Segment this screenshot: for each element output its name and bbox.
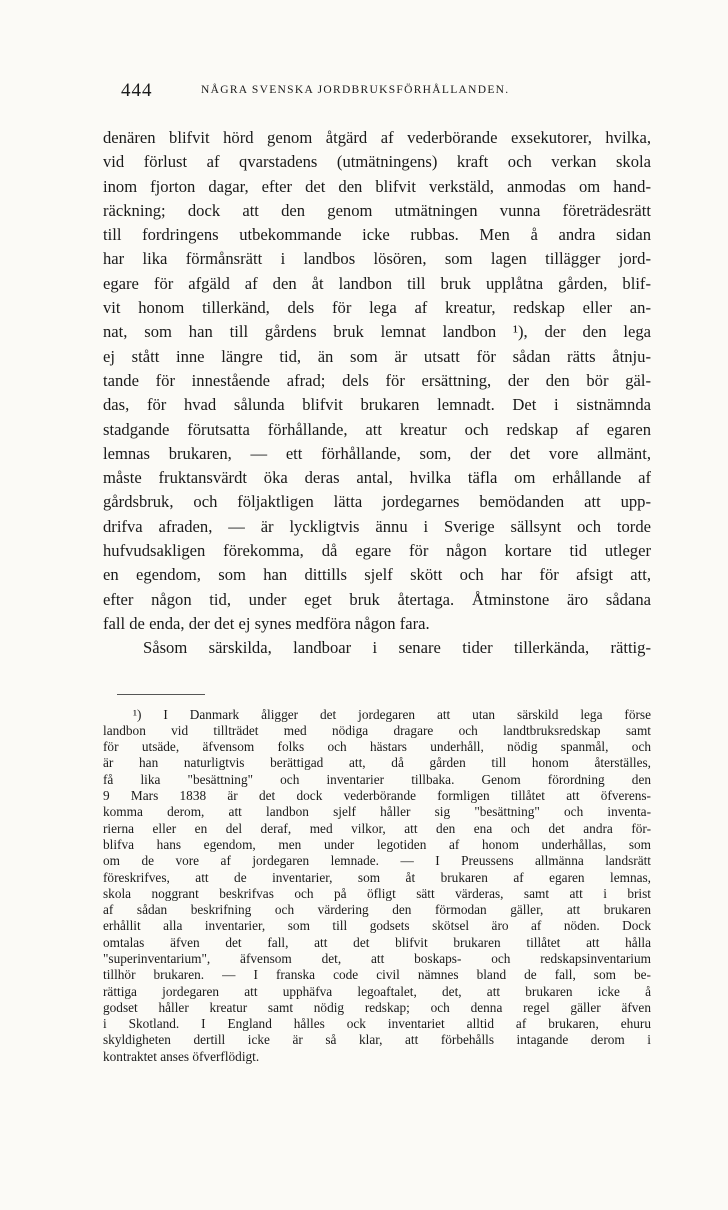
footnote-line: tillhör brukaren. — I franska code civil nämnes bland de fall, som be- (103, 967, 651, 983)
body-line: räckning; dock att den genom utmätningen vunna företrädesrätt (103, 200, 651, 220)
footnote-line: af sådan beskrifning och värdering den förmodan gäller, att brukaren (103, 902, 651, 918)
body-line: fall de enda, der det ej synes medföra någon fara. (103, 613, 430, 633)
body-line: stadgande förutsatta förhållande, att kreatur och redskap af egaren (103, 419, 651, 439)
footnote-line: få lika "besättning" och inventarier tillbaka. Genom förordning den (103, 771, 651, 787)
footnote-line: blifva hans egendom, men under legotiden af honom underhållas, som (103, 836, 651, 852)
body-line: gårdsbruk, och följaktligen lätta jordegarnes bemödanden att upp- (103, 492, 651, 512)
footnote-line: om de vore af jordegaren lemnade. — I Preussens allmänna landsrätt (103, 853, 651, 869)
footnote-line: skola noggrant beskrifvas och på öfligt sätt värderas, samt att i brist (103, 885, 651, 901)
footnote-line: rierna eller en del deraf, med vilkor, att den ena och det andra för- (103, 820, 651, 836)
document-page (103, 80, 651, 1065)
page-number: 444 (121, 80, 153, 101)
footnote-line: för utsäde, äfvensom folks och hästars underhåll, nödig spanmål, och (103, 739, 651, 755)
body-line: denären blifvit hörd genom åtgärd af vederbörande exsekutorer, hvilka, (103, 128, 651, 147)
body-line: hufvudsakligen förekomma, då egare för någon kortare tid utleger (103, 541, 651, 561)
body-line: ej stått inne längre tid, än som är utsatt för sådan rätts åtnju- (103, 346, 651, 366)
body-line: till fordringens utbekommande icke rubbas. Men å andra sidan (103, 225, 651, 245)
body-line: lemnas brukaren, — ett förhållande, som, der det vore allmänt, (103, 443, 651, 463)
page-header (103, 80, 651, 106)
body-line: Såsom särskilda, landboar i senare tider tillerkända, rättig- (143, 638, 651, 658)
footnotes (103, 707, 651, 1066)
footnote-line: landbon vid tillträdet med nödiga dragare och landtbruksredskap samt (103, 722, 651, 738)
running-head: NÅGRA SVENSKA JORDBRUKSFÖRHÅLLANDEN. (201, 84, 510, 96)
footnote-line: ¹) I Danmark åligger det jordegaren att utan särskild lega förse (133, 706, 651, 722)
footnote-line: erhållit alla inventarier, som till godsets skötsel äro af nöden. Dock (103, 918, 651, 934)
footnote-line: är han naturligtvis berättigad att, då gården till honom återställes, (103, 755, 651, 771)
footnote-divider (117, 694, 205, 695)
footnote-line: kontraktet anses öfverflödigt. (103, 1048, 260, 1064)
body-text (103, 126, 651, 661)
footnote-line: "superinventarium", äfvensom det, att boskaps- och redskapsinventarium (103, 950, 651, 966)
body-line: vit honom tillerkänd, dels för lega af kreatur, redskap eller an- (103, 298, 651, 318)
body-line: en egendom, som han dittills sjelf skött och har för afsigt att, (103, 565, 651, 585)
body-line: tande för innestående afrad; dels för ersättning, der den bör gäl- (103, 370, 651, 390)
body-line: drifva afraden, — är lyckligtvis ännu i Sverige sällsynt och torde (103, 516, 651, 536)
footnote-line: omtalas äfven det fall, att det blifvit brukaren tillåtet att hålla (103, 934, 651, 950)
footnote-line: i Skotland. I England hålles ock inventariet alltid af brukaren, ehuru (103, 1016, 651, 1032)
footnote-line: godset håller kreatur samt nödig redskap; och denna regel gäller äfven (103, 999, 651, 1015)
body-line: vid förlust af qvarstadens (utmätningens) kraft och verkan skola (103, 152, 651, 172)
body-line: måste fruktansvärdt öka deras antal, hvilka täfla om erhållande af (103, 468, 651, 488)
footnote-line: komma derom, att landbon sjelf håller sig "besättning" och inventa- (103, 804, 651, 820)
body-line: das, för hvad sålunda blifvit brukaren lemnadt. Det i sistnämnda (103, 395, 651, 415)
body-line: har lika förmånsrätt i landbos lösören, som lagen tillägger jord- (103, 249, 651, 269)
body-line: egare för afgäld af den åt landbon till bruk upplåtna gården, blif- (103, 273, 651, 293)
footnote-line: 9 Mars 1838 är det dock vederbörande formligen tillåtet att öfverens- (103, 788, 651, 804)
footnote-line: skyldigheten dertill icke är så klar, att förbehålls intagande derom i (103, 1032, 651, 1048)
body-line: efter någon tid, under eget bruk återtaga. Åtminstone äro sådana (103, 589, 651, 609)
footnote-line: rättiga jordegaren att upphäfva legoaftalet, det, att brukaren icke å (103, 983, 651, 999)
footnote-line: föreskrifves, att de inventarier, som åt brukaren af egaren lemnas, (103, 869, 651, 885)
body-line: nat, som han till gårdens bruk lemnat landbon ¹), der den lega (103, 322, 651, 342)
body-line: inom fjorton dagar, efter det den blifvit verkstäld, anmodas om hand- (103, 176, 651, 196)
